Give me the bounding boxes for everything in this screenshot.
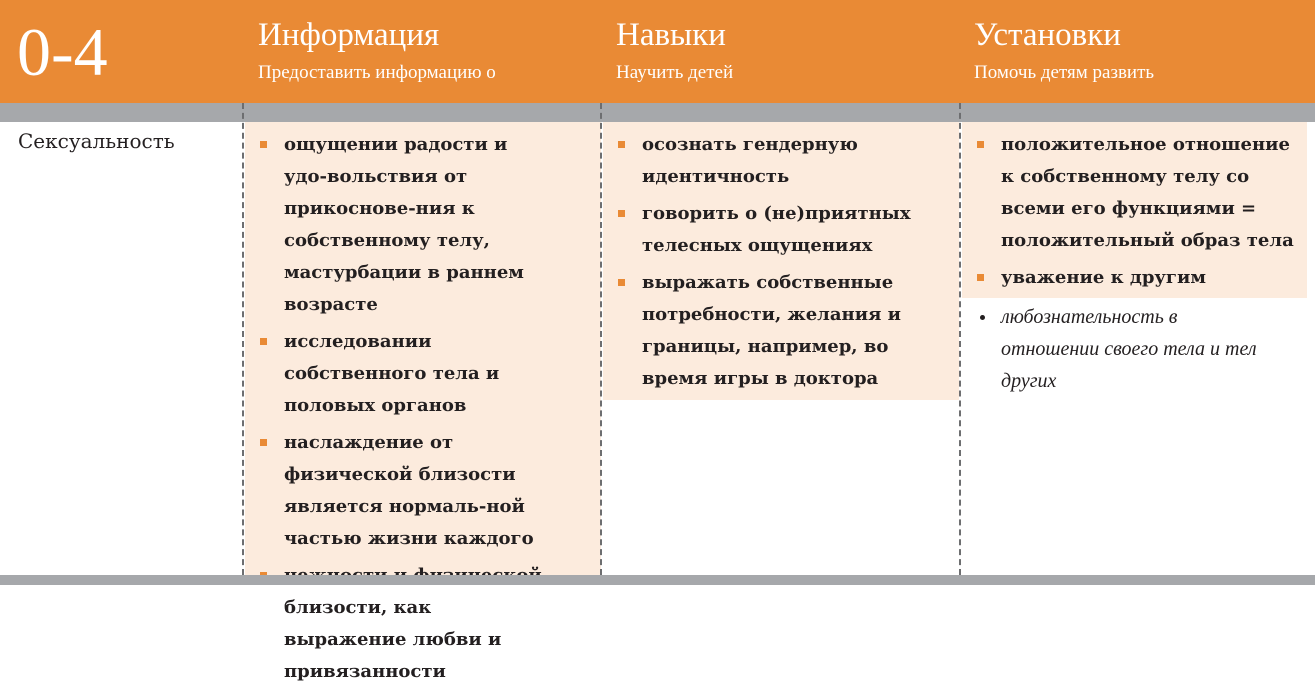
list-item: уважение к другим [962, 262, 1301, 294]
skills-list [603, 129, 959, 395]
cell-skills [603, 122, 959, 400]
list-item: близости, как выражение любви и привязанности [245, 560, 544, 688]
information-list [245, 129, 601, 688]
list-item: любознательность в отношении своего тела и тел других [962, 301, 1261, 397]
row-label: Сексуальность [18, 129, 175, 153]
column-subtitle: Предоставить информацию о [258, 62, 496, 83]
attitudes-list [962, 129, 1307, 294]
column-divider [959, 103, 961, 575]
cell-information [245, 122, 601, 682]
list-item: положительное отношение к собственному телу со всеми его функциями = положительный образ тела [962, 129, 1301, 257]
list-item: говорить о (не)приятных телесных ощущениях [603, 198, 912, 262]
list-item: осознать гендерную идентичность [603, 129, 912, 193]
square-bullet-icon [618, 141, 625, 148]
column-header-attitudes [974, 16, 1154, 85]
attitudes-extra-list [962, 301, 1302, 397]
column-title: Информация [258, 17, 440, 53]
column-title: Навыки [616, 17, 726, 53]
list-item: исследовании собственного тела и половых органов [245, 326, 544, 422]
header-separator-band [0, 103, 1315, 122]
column-divider [600, 103, 602, 575]
column-subtitle: Научить детей [616, 62, 734, 83]
square-bullet-icon [977, 274, 984, 281]
column-header-information [258, 16, 496, 85]
footer-band [0, 575, 1315, 585]
column-subtitle: Помочь детям развить [974, 62, 1155, 83]
column-divider [242, 103, 244, 575]
table-header [0, 0, 1315, 103]
list-item: выражать собственные потребности, желания и границы, например, во время игры в доктора [603, 267, 912, 395]
square-bullet-icon [618, 210, 625, 217]
list-item: ощущении радости и удо-вольствия от прикоснове-ния к собственному телу, мастурбации в раннем возрасте [245, 129, 544, 321]
square-bullet-icon [260, 439, 267, 446]
round-bullet-icon [980, 315, 985, 320]
square-bullet-icon [618, 279, 625, 286]
square-bullet-icon [977, 141, 984, 148]
cell-attitudes [962, 122, 1307, 298]
list-item: наслаждение от физической близости является нормаль-ной частью жизни каждого [245, 427, 544, 555]
column-header-skills [616, 16, 733, 85]
attitudes-extra [962, 301, 1302, 402]
square-bullet-icon [260, 338, 267, 345]
column-title: Установки [974, 17, 1121, 53]
age-range-label: 0-4 [17, 14, 108, 90]
square-bullet-icon [260, 141, 267, 148]
